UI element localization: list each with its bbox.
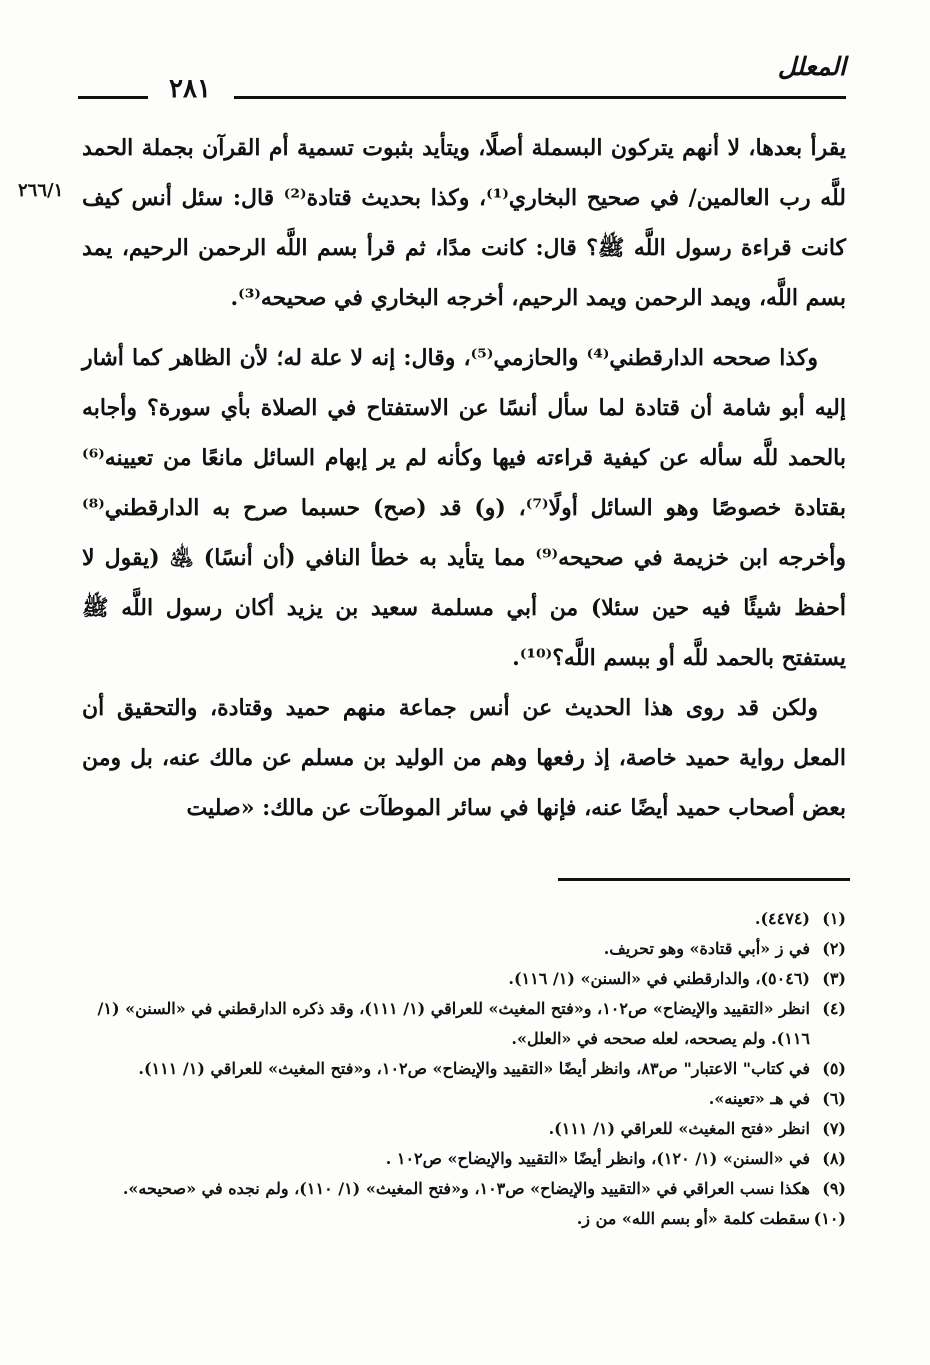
header-rule-right [234,96,846,99]
footnote-number: (٦) [822,1089,846,1108]
footnote-number: (١٠) [813,1209,846,1228]
footnote-number: (٧) [822,1119,846,1138]
footnote-item [82,1174,846,1204]
body-text [82,123,846,833]
footnote-item [82,1144,846,1174]
footnote-item [82,934,846,964]
footnote-number: (٥) [822,1059,846,1078]
footnote-item [82,1084,846,1114]
footnote-text: هكذا نسب العراقي في «التقييد والإيضاح» ص١٠٣، و«فتح المغيث» (١/ ١١٠)، ولم نجده في «صحيحه». [122,1179,810,1198]
paragraph-2: وكذا صححه الدارقطني⁽⁴⁾ والحازمي⁽⁵⁾، وقال: إنه لا علة له؛ لأن الظاهر كما أشار إليه أبو شامة أن قتادة لما سأل أنسًا عن الاستفتاح في الصلاة بأي سورة؟ وأجابه بالحمد للَّه سأله عن كيفية قراءته فيها وكأنه لم ير إبهام السائل مانعًا من تعيينه⁽⁶⁾ بقتادة خصوصًا وهو السائل أولًا⁽⁷⁾، (و) قد (صح) حسبما صرح به الدارقطني⁽⁸⁾ وأخرجه ابن خزيمة في صحيحه⁽⁹⁾ مما يتأيد به خطأ النافي (أن أنسًا) ﵁ (يقول لا أحفظ شيئًا فيه حين سئلا) من أبي مسلمة سعيد بن يزيد أكان رسول اللَّه ﷺ يستفتح بالحمد للَّه أو ببسم اللَّه؟⁽¹⁰⁾. [82,345,847,671]
footnotes [82,904,846,1234]
footnote-text: انظر «التقييد والإيضاح» ص١٠٢، و«فتح المغيث» للعراقي (١/ ١١١)، وقد ذكره الدارقطني في «السنن» (١/ ١١٦). ولم يصححه، لعله صححه في «العلل». [97,999,810,1048]
footnote-item [82,1054,846,1084]
header-rule-left [78,96,148,99]
footnote-number: (٤) [822,999,846,1018]
margin-reference: ٢٦٦/١ [18,180,64,201]
footnote-text: في ز «أبي قتادة» وهو تحريف. [603,939,810,958]
footnote-number: (٨) [822,1149,846,1168]
footnote-number: (١) [822,909,846,928]
footnote-text: في هـ «تعينه». [708,1089,810,1108]
footnote-item [82,1114,846,1144]
footnote-number: (٣) [822,969,846,988]
footnote-text: انظر «فتح المغيث» للعراقي (١/ ١١١). [548,1119,810,1138]
footnote-text: (٤٤٧٤). [754,909,810,928]
footnote-text: في «السنن» (١/ ١٢٠)، وانظر أيضًا «التقييد والإيضاح» ص١٠٢ . [385,1149,810,1168]
paragraph-1: يقرأ بعدها، لا أنهم يتركون البسملة أصلًا، ويتأيد بثبوت تسمية أم القرآن بجملة الحمد للَّه رب العالمين/ في صحيح البخاري⁽¹⁾، وكذا بحديث قتادة⁽²⁾ قال: سئل أنس كيف كانت قراءة رسول اللَّه ﷺ؟ قال: كانت مدًا، ثم قرأ بسم اللَّه الرحمن الرحيم، يمد بسم اللَّه، ويمد الرحمن ويمد الرحيم، أخرجه البخاري في صحيحه⁽³⁾. [82,135,846,311]
footnote-text: في كتاب" الاعتبار" ص٨٣، وانظر أيضًا «التقييد والإيضاح» ص١٠٢، و«فتح المغيث» للعراقي (١/ ١١١). [138,1059,810,1078]
footnote-item [82,994,846,1054]
footnote-rule [558,878,850,881]
footnote-number: (٩) [822,1179,846,1198]
footnote-number: (٢) [822,939,846,958]
footnote-text: (٥٠٤٦)، والدارقطني في «السنن» (١/ ١١٦). [508,969,810,988]
footnote-item [82,964,846,994]
footnote-item [82,1204,846,1234]
page-number: ٢٨١ [169,74,211,104]
footnote-item [82,904,846,934]
paragraph-3: ولكن قد روى هذا الحديث عن أنس جماعة منهم حميد وقتادة، والتحقيق أن المعل رواية حميد خاصة، إذ رفعها وهم من الوليد بن مسلم عن مالك عنه، بل ومن بعض أصحاب حميد أيضًا عنه، فإنها في سائر الموطآت عن مالك: «صليت [82,695,846,821]
running-header-title: المعلل [777,52,846,81]
footnote-text: سقطت كلمة «أو بسم الله» من ز. [576,1209,810,1228]
